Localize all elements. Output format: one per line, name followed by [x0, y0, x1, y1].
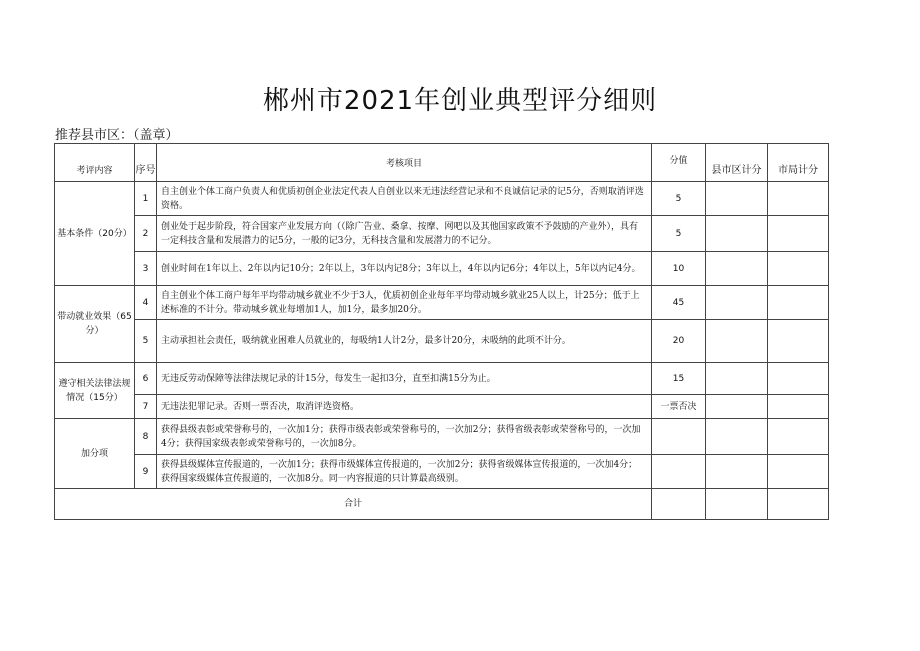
row-number: 5	[135, 320, 157, 363]
table-row	[55, 419, 829, 455]
county-score-cell[interactable]	[706, 216, 768, 252]
row-number: 1	[135, 182, 157, 216]
table-row	[55, 252, 829, 286]
county-score-cell[interactable]	[706, 320, 768, 363]
row-number: 6	[135, 363, 157, 395]
score-cell: 5	[652, 182, 706, 216]
table-row	[55, 455, 829, 489]
county-score-cell[interactable]	[706, 182, 768, 216]
city-score-cell[interactable]	[768, 419, 829, 455]
city-score-cell[interactable]	[768, 455, 829, 489]
row-number: 7	[135, 395, 157, 419]
item-description: 主动承担社会责任，吸纳就业困难人员就业的，每吸纳1人计2分，最多计20分，未吸纳的此项不计分。	[157, 320, 652, 363]
score-cell	[652, 419, 706, 455]
scoring-table	[54, 143, 829, 520]
total-county-score-cell[interactable]	[706, 489, 768, 520]
score-cell	[652, 455, 706, 489]
item-description: 创业时间在1年以上、2年以内记10分；2年以上，3年以内记8分；3年以上，4年以内记6分；4年以上，5年以内记4分。	[157, 252, 652, 286]
category-cell: 遵守相关法律法规情况（15分）	[55, 363, 135, 419]
header-item: 考核项目	[157, 144, 652, 182]
county-score-cell[interactable]	[706, 252, 768, 286]
score-cell: 5	[652, 216, 706, 252]
table-row	[55, 286, 829, 320]
category-cell: 加分项	[55, 419, 135, 489]
item-description: 无违反劳动保障等法律法规记录的计15分，每发生一起扣3分，直至扣满15分为止。	[157, 363, 652, 395]
category-cell: 带动就业效果（65分）	[55, 286, 135, 363]
city-score-cell[interactable]	[768, 252, 829, 286]
total-row	[55, 489, 829, 520]
row-number: 8	[135, 419, 157, 455]
row-number: 9	[135, 455, 157, 489]
table-row	[55, 182, 829, 216]
table-header-row	[55, 144, 829, 182]
score-cell: 45	[652, 286, 706, 320]
item-description: 获得县级表彰或荣誉称号的，一次加1分；获得市级表彰或荣誉称号的，一次加2分；获得省级表彰或荣誉称号的，一次加4分；获得国家级表彰或荣誉称号的，一次加8分。	[157, 419, 652, 455]
total-city-score-cell[interactable]	[768, 489, 829, 520]
city-score-cell[interactable]	[768, 286, 829, 320]
county-score-cell[interactable]	[706, 395, 768, 419]
county-score-cell[interactable]	[706, 419, 768, 455]
item-description: 获得县级媒体宣传报道的，一次加1分；获得市级媒体宣传报道的，一次加2分；获得省级媒体宣传报道的，一次加4分；获得国家级媒体宣传报道的，一次加8分。同一内容报道的只计算最高级别。	[157, 455, 652, 489]
page-title: 郴州市2021年创业典型评分细则	[262, 86, 658, 116]
city-score-cell[interactable]	[768, 182, 829, 216]
city-score-cell[interactable]	[768, 216, 829, 252]
city-score-cell[interactable]	[768, 395, 829, 419]
item-description: 无违法犯罪记录。否则一票否决，取消评选资格。	[157, 395, 652, 419]
header-score: 分值	[652, 144, 706, 182]
item-description: 自主创业个体工商户每年平均带动城乡就业不少于3人，优质初创企业每年平均带动城乡就业25人以上，计25分；低于上述标准的不计分。带动城乡就业每增加1人，加1分，最多加20分。	[157, 286, 652, 320]
table-row	[55, 216, 829, 252]
item-description: 自主创业个体工商户负责人和优质初创企业法定代表人自创业以来无违法经营记录和不良诚信记录的记5分，否则取消评选资格。	[157, 182, 652, 216]
county-score-cell[interactable]	[706, 286, 768, 320]
row-number: 2	[135, 216, 157, 252]
category-cell: 基本条件（20分）	[55, 182, 135, 286]
city-score-cell[interactable]	[768, 320, 829, 363]
row-number: 3	[135, 252, 157, 286]
table-row	[55, 363, 829, 395]
item-description: 创业处于起步阶段，符合国家产业发展方向（（除广告业、桑拿、按摩、网吧以及其他国家政策不予鼓励的产业外），具有一定科技含量和发展潜力的记5分，一般的记3分，无科技含量和发展潜力的不记分。	[157, 216, 652, 252]
score-cell: 一票否决	[652, 395, 706, 419]
table-row	[55, 395, 829, 419]
county-score-cell[interactable]	[706, 363, 768, 395]
row-number: 4	[135, 286, 157, 320]
header-seq: 序号	[135, 144, 157, 182]
score-cell: 20	[652, 320, 706, 363]
total-score-cell	[652, 489, 706, 520]
table-row	[55, 320, 829, 363]
header-county-score: 县市区计分	[706, 144, 768, 182]
header-category: 考评内容	[55, 144, 135, 182]
total-label: 合计	[55, 489, 652, 520]
score-cell: 15	[652, 363, 706, 395]
recommend-label: 推荐县市区：（盖章）	[55, 128, 179, 143]
header-city-score: 市局计分	[768, 144, 829, 182]
score-cell: 10	[652, 252, 706, 286]
city-score-cell[interactable]	[768, 363, 829, 395]
county-score-cell[interactable]	[706, 455, 768, 489]
